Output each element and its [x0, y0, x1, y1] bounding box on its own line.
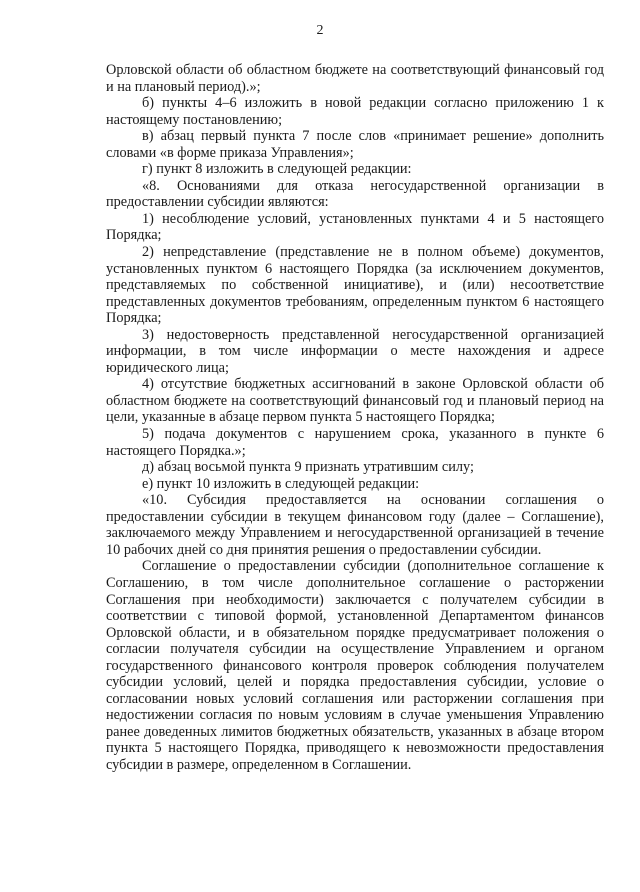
paragraph-item-b: б) пункты 4–6 изложить в новой редакции согласно приложению 1 к настоящему постановлению;	[106, 95, 604, 128]
paragraph-item-d: д) абзац восьмой пункта 9 признать утратившим силу;	[142, 459, 474, 476]
paragraph-subpoint-2: 2) непредставление (представление не в полном объеме) документов, установленных пунктом 6 настоящего Порядка (за исключением документов, представляемых по собственной инициативе), и (или) несоответствие представленных документов требованиям, определенным пунктом 6 настоящего Порядка;	[106, 244, 604, 327]
paragraph-item-v: в) абзац первый пункта 7 после слов «принимает решение» дополнить словами «в форме приказа Управления»;	[106, 128, 604, 161]
paragraph-subpoint-4: 4) отсутствие бюджетных ассигнований в законе Орловской области об областном бюджете на соответствующий финансовый год и плановый период на цели, указанные в абзаце первом пункта 5 настоящего Порядка;	[106, 376, 604, 426]
paragraph-item-g: г) пункт 8 изложить в следующей редакции:	[142, 161, 412, 178]
paragraph-agreement: Соглашение о предоставлении субсидии (дополнительное соглашение к Соглашению, в том числе дополнительное соглашение о расторжении Соглашения при необходимости) заключается с получателем субсидии в соответствии с типовой формой, установленной Департаментом финансов Орловской области, и в обязательном порядке предусматривает положения о согласии получателя субсидии на осуществление Управлением и органом государственного финансового контроля проверок соблюдения получателем субсидии условий, целей и порядка предоставления субсидии, условие о согласовании новых условий соглашения или расторжении соглашения при недостижении согласия по новым условиям в случае уменьшения Управлению ранее доведенных лимитов бюджетных обязательств, указанных в абзаце втором пункта 5 настоящего Порядка, приводящего к невозможности предоставления субсидии в размере, определенном в Соглашении.	[106, 558, 604, 773]
paragraph-point-8: «8. Основаниями для отказа негосударственной организации в предоставлении субсидии являются:	[106, 177, 604, 211]
paragraph-subpoint-3: 3) недостоверность представленной негосударственной организацией информации, в том числе информации о месте нахождения и адресе юридического лица;	[106, 326, 604, 376]
page-number: 2	[316, 23, 324, 38]
paragraph-continuation: Орловской области об областном бюджете на соответствующий финансовый год и на плановый период).»;	[106, 62, 604, 95]
paragraph-subpoint-1: 1) несоблюдение условий, установленных пунктами 4 и 5 настоящего Порядка;	[106, 210, 604, 244]
paragraph-subpoint-5: 5) подача документов с нарушением срока, указанного в пункте 6 настоящего Порядка.»;	[106, 426, 604, 459]
paragraph-point-10: «10. Субсидия предоставляется на основании соглашения о предоставлении субсидии в текущем финансовом году (далее – Соглашение), заключаемого между Управлением и негосударственной организацией в течение 10 рабочих дней со дня принятия решения о предоставлении субсидии.	[106, 492, 604, 558]
document-body	[106, 62, 604, 774]
paragraph-item-e: е) пункт 10 изложить в следующей редакции:	[142, 475, 420, 492]
